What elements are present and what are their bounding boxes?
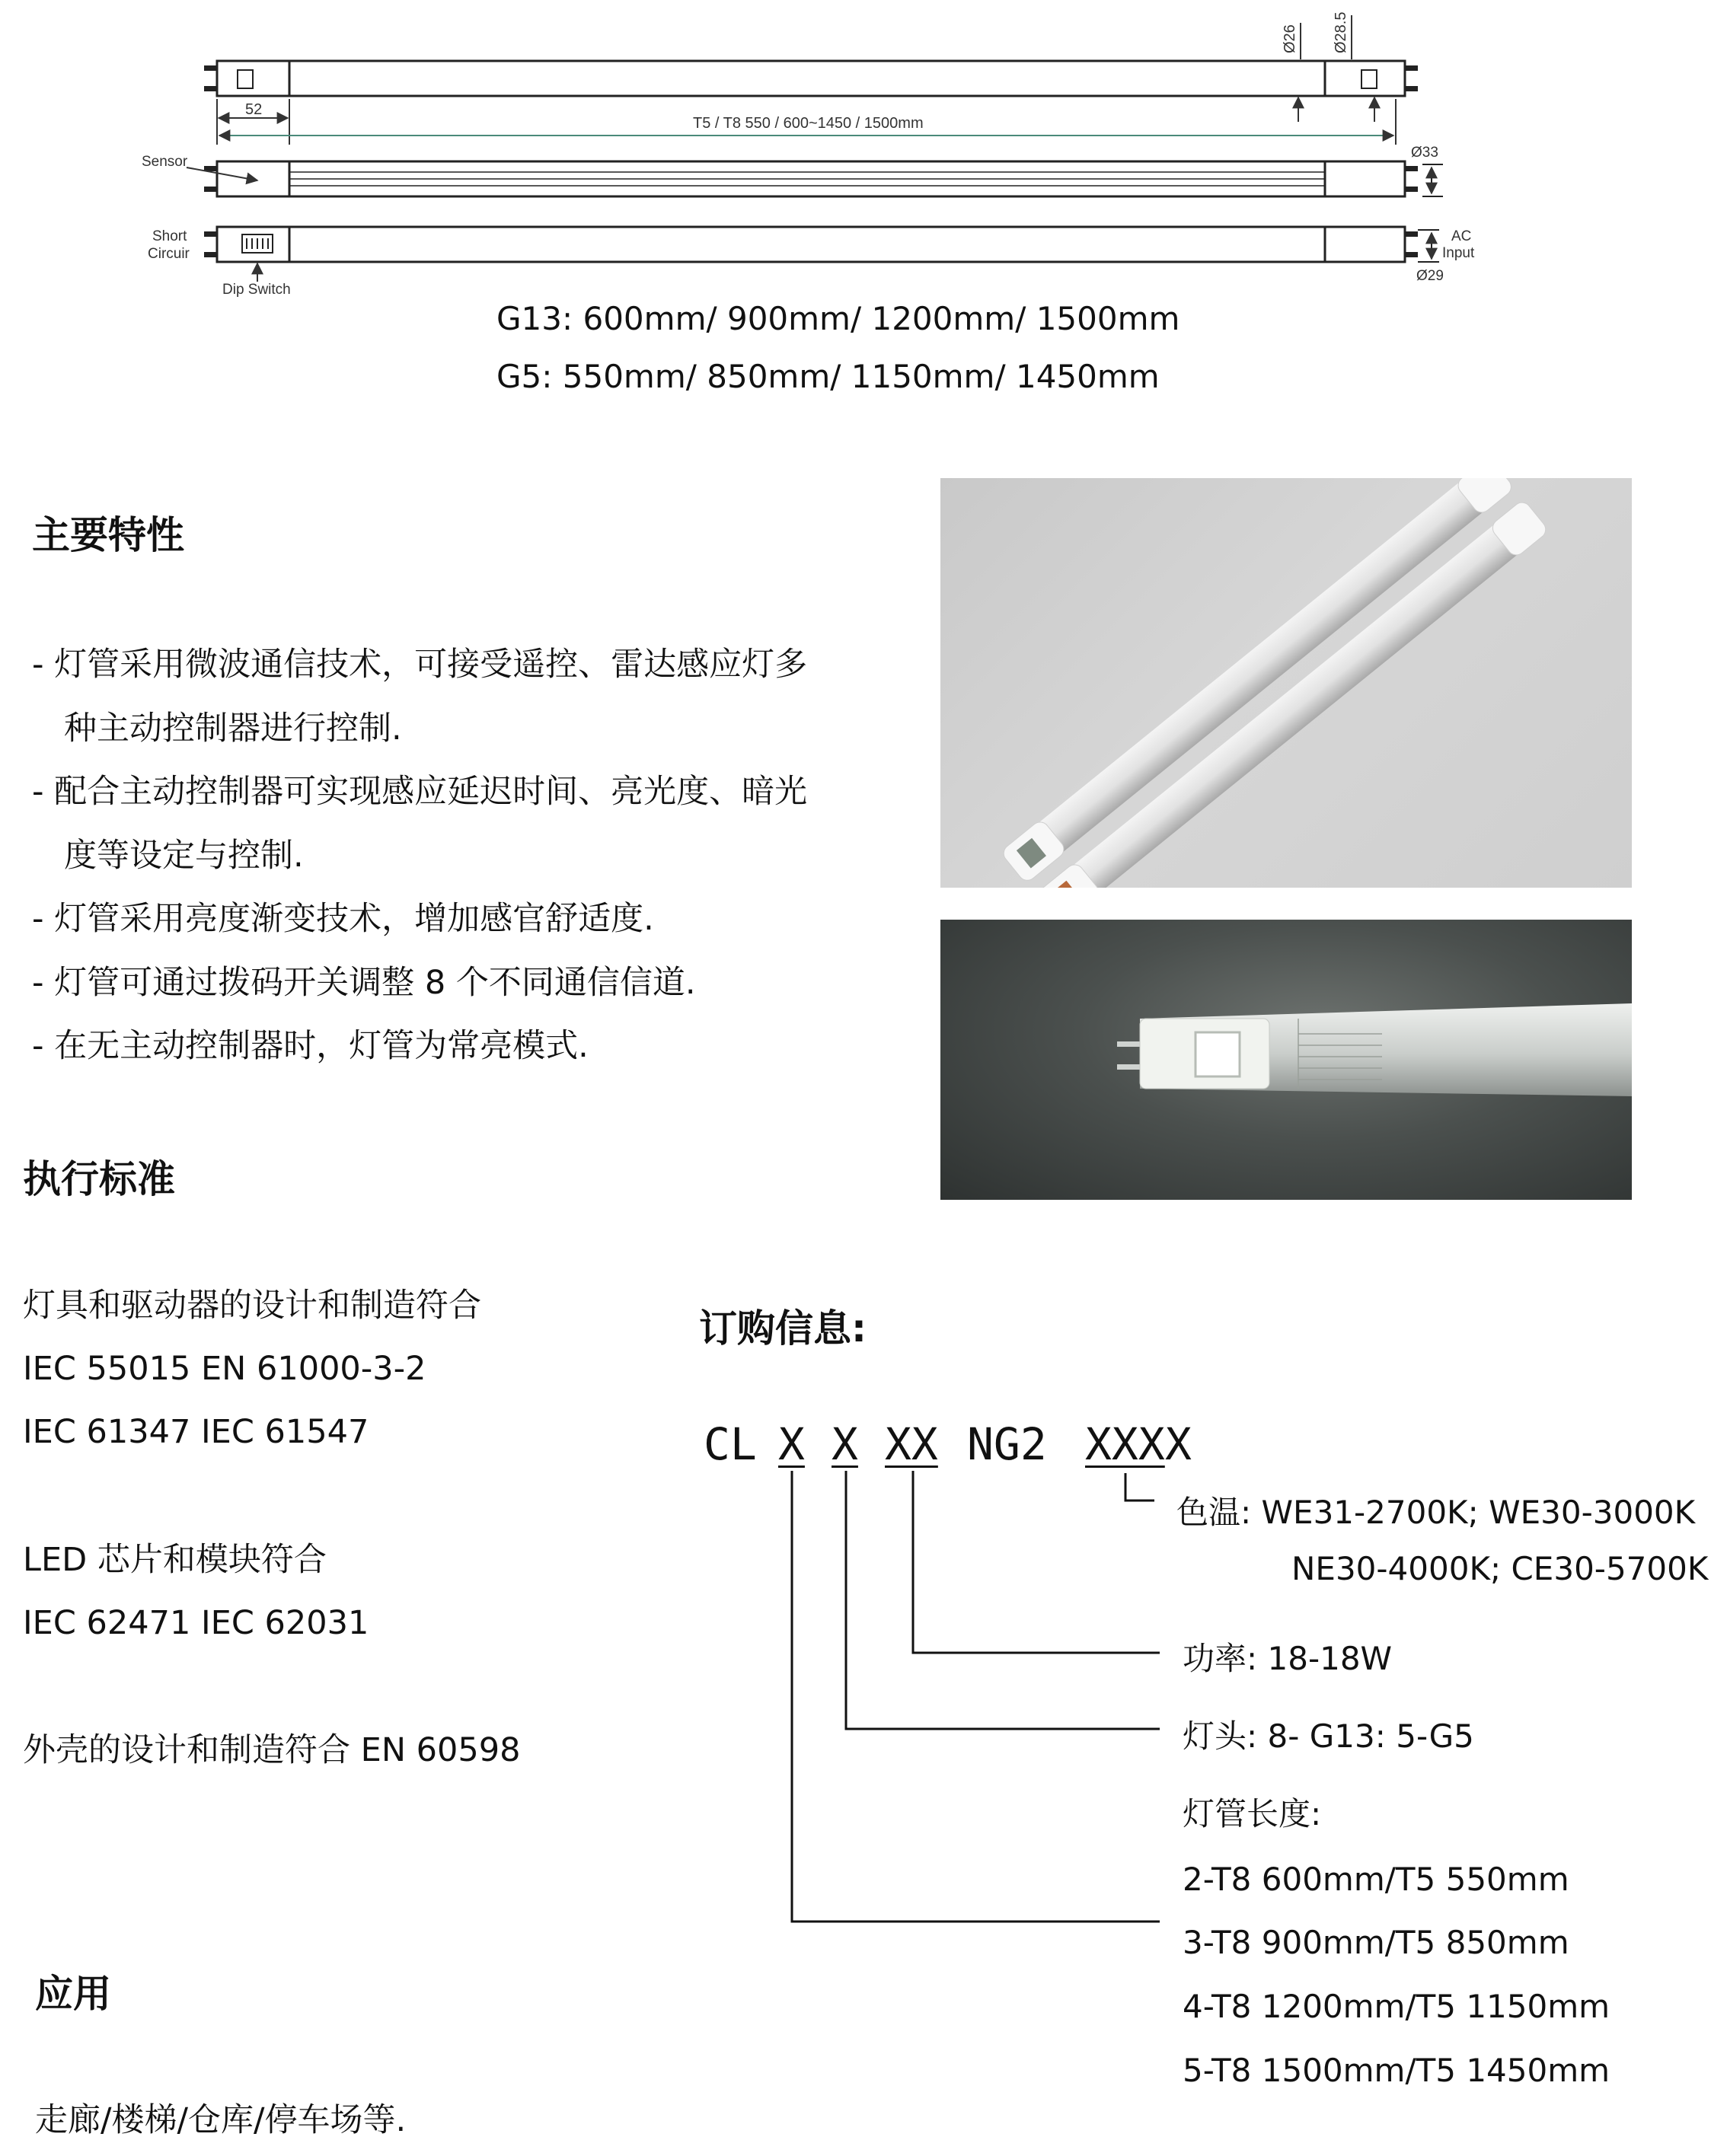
length-option-2: 2-T8 600mm/T5 550mm bbox=[1183, 1861, 1569, 1898]
feature-line-4: 度等设定与控制. bbox=[64, 837, 304, 875]
sensor-label: Sensor bbox=[142, 154, 188, 170]
code-cap: X bbox=[832, 1418, 858, 1470]
input-label: Input bbox=[1442, 245, 1475, 261]
standard-line-5: IEC 62471 IEC 62031 bbox=[23, 1604, 369, 1642]
dim-285-label: Ø28.5 bbox=[1333, 11, 1349, 53]
color-temp-line-1: 色温: WE31-2700K; WE30-3000K bbox=[1176, 1494, 1696, 1531]
length-option-5: 5-T8 1500mm/T5 1450mm bbox=[1183, 2052, 1610, 2089]
dim-26-label: Ø26 bbox=[1282, 24, 1298, 53]
ac-label: AC bbox=[1451, 228, 1472, 244]
length-option-3: 3-T8 900mm/T5 850mm bbox=[1183, 1924, 1569, 1961]
feature-line-5: - 灯管采用亮度渐变技术，增加感官舒适度. bbox=[32, 900, 654, 938]
length-label: T5 / T8 550 / 600~1450 / 1500mm bbox=[693, 115, 924, 132]
feature-line-2: 种主动控制器进行控制. bbox=[64, 710, 402, 748]
code-length: X bbox=[778, 1418, 805, 1470]
cap-info: 灯头: 8- G13: 5-G5 bbox=[1183, 1717, 1474, 1755]
power-info: 功率: 18-18W bbox=[1183, 1640, 1393, 1677]
g5-lengths: G5: 550mm/ 850mm/ 1150mm/ 1450mm bbox=[496, 358, 1160, 395]
length-title: 灯管长度: bbox=[1183, 1795, 1322, 1832]
application-text: 走廊/楼梯/仓库/停车场等. bbox=[35, 2101, 407, 2139]
dim-52-label: 52 bbox=[245, 101, 263, 118]
ordering-title: 订购信息: bbox=[699, 1306, 867, 1351]
standard-line-6: 外壳的设计和制造符合 EN 60598 bbox=[23, 1731, 521, 1769]
short-label: Short bbox=[152, 228, 187, 244]
feature-line-1: - 灯管采用微波通信技术，可接受遥控、雷达感应灯多 bbox=[32, 646, 808, 684]
standards-title: 执行标准 bbox=[23, 1157, 175, 1201]
g13-lengths: G13: 600mm/ 900mm/ 1200mm/ 1500mm bbox=[496, 300, 1180, 337]
color-temp-line-2: NE30-4000K; CE30-5700K bbox=[1291, 1550, 1709, 1587]
circuit-label: Circuir bbox=[148, 246, 190, 262]
standard-line-4: LED 芯片和模块符合 bbox=[23, 1541, 327, 1579]
dip-switch-label: Dip Switch bbox=[222, 282, 291, 298]
code-suffix: X bbox=[1165, 1418, 1192, 1470]
code-fixed: NG2 bbox=[967, 1418, 1047, 1470]
code-power: XX bbox=[885, 1418, 938, 1470]
standard-line-2: IEC 55015 EN 61000-3-2 bbox=[23, 1350, 426, 1388]
feature-line-3: - 配合主动控制器可实现感应延迟时间、亮光度、暗光 bbox=[32, 773, 808, 811]
standard-line-1: 灯具和驱动器的设计和制造符合 bbox=[23, 1287, 481, 1325]
standard-line-3: IEC 61347 IEC 61547 bbox=[23, 1413, 369, 1451]
features-title: 主要特性 bbox=[32, 513, 184, 557]
feature-line-6: - 灯管可通过拨码开关调整 8 个不同通信信道. bbox=[32, 964, 696, 1002]
feature-line-7: - 在无主动控制器时，灯管为常亮模式. bbox=[32, 1027, 589, 1065]
length-option-4: 4-T8 1200mm/T5 1150mm bbox=[1183, 1988, 1610, 2025]
code-color-temp: XXX bbox=[1085, 1418, 1165, 1470]
dim-33-label: Ø33 bbox=[1411, 145, 1438, 161]
application-title: 应用 bbox=[35, 1972, 111, 2016]
dim-29-label: Ø29 bbox=[1416, 268, 1444, 284]
code-prefix: CL bbox=[704, 1418, 757, 1470]
